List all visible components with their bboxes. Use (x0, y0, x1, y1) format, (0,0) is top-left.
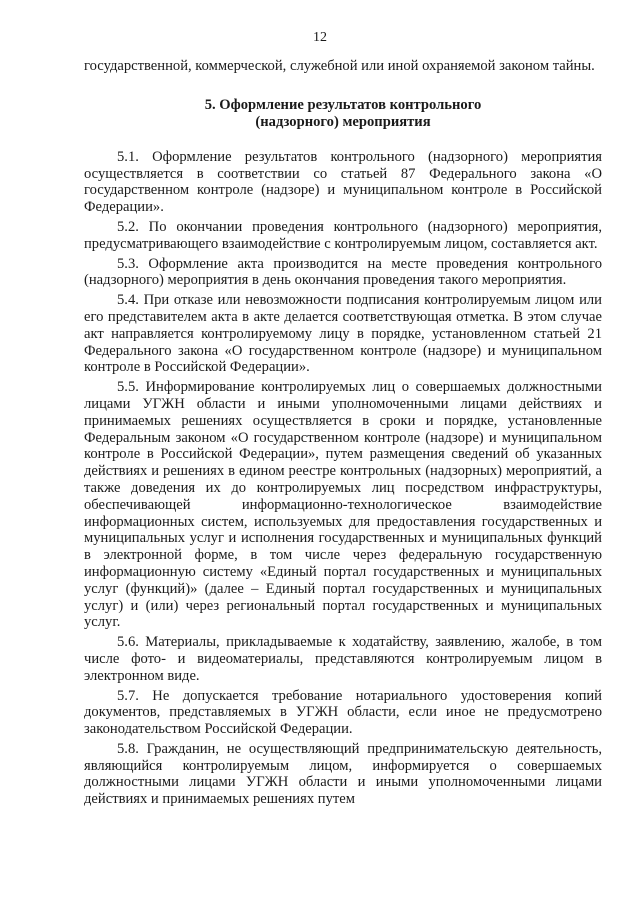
section-title (84, 97, 602, 131)
section-title-line-1: 5. Оформление результатов контрольного (204, 96, 482, 113)
paragraph-5-2: 5.2. По окончании проведения контрольного (надзорного) мероприятия, предусматривающего взаимодействие с контролируемым лицом, составляется акт. (84, 218, 602, 252)
paragraph-5-3: 5.3. Оформление акта производится на месте проведения контрольного (надзорного) мероприятия в день окончания проведения такого мероприятия. (84, 255, 602, 289)
paragraph-5-8: 5.8. Гражданин, не осуществляющий предпринимательскую деятельность, являющийся контролируемым лицом, информируется о совершаемых должностными лицами УГЖН области и иными уполномоченными лицами действиях и принимаемых решениях путем (84, 740, 602, 808)
paragraph-5-5: 5.5. Информирование контролируемых лиц о совершаемых должностными лицами УГЖН области и иными уполномоченными лицами действиях и принимаемых решениях осуществляется в сроки и порядке, установленные Федеральным законом «О государственном контроле (надзоре) и муниципальном контроле в Российской Федерации», путем размещения сведений об указанных действиях и решениях в едином реестре контрольных (надзорных) мероприятий, а также доведения их до контролируемых лиц посредством инфраструктуры, обеспечивающей информационно-технологическое взаимодействие информационных систем, используемых для предоставления государственных и муниципальных услуг и исполнения государственных и муниципальных функций в электронной форме, в том числе через федеральную государственную информационную систему «Единый портал государственных и муниципальных услуг (функций)» (далее – Единый портал государственных и муниципальных услуг) и (или) через региональный портал государственных и муниципальных услуг. (84, 379, 602, 631)
intro-fragment: государственной, коммерческой, служебной или иной охраняемой законом тайны. (84, 58, 595, 74)
paragraph-5-4: 5.4. При отказе или невозможности подписания контролируемым лицом или его представителем акта в акте делается соответствующая отметка. В этом случае акт направляется контролируемому лицу в порядке, установленном статьей 21 Федерального закона «О государственном контроле (надзоре) и муниципальном контроле в Российской Федерации». (84, 292, 602, 376)
paragraph-5-7: 5.7. Не допускается требование нотариального удостоверения копий документов, представляемых в УГЖН области, если иное не предусмотрено законодательством Российской Федерации. (84, 687, 602, 738)
paragraph-5-6: 5.6. Материалы, прикладываемые к ходатайству, заявлению, жалобе, в том числе фото- и видеоматериалы, представляются контролируемым лицом в электронном виде. (84, 634, 602, 684)
section-title-line-2: (надзорного) мероприятия (255, 113, 431, 130)
paragraph-5-1: 5.1. Оформление результатов контрольного (надзорного) мероприятия осуществляется в соответствии со статьей 87 Федерального закона «О государственном контроле (надзоре) и муниципальном контроле в Российской Федерации». (84, 148, 602, 216)
page-number: 12 (313, 30, 327, 45)
